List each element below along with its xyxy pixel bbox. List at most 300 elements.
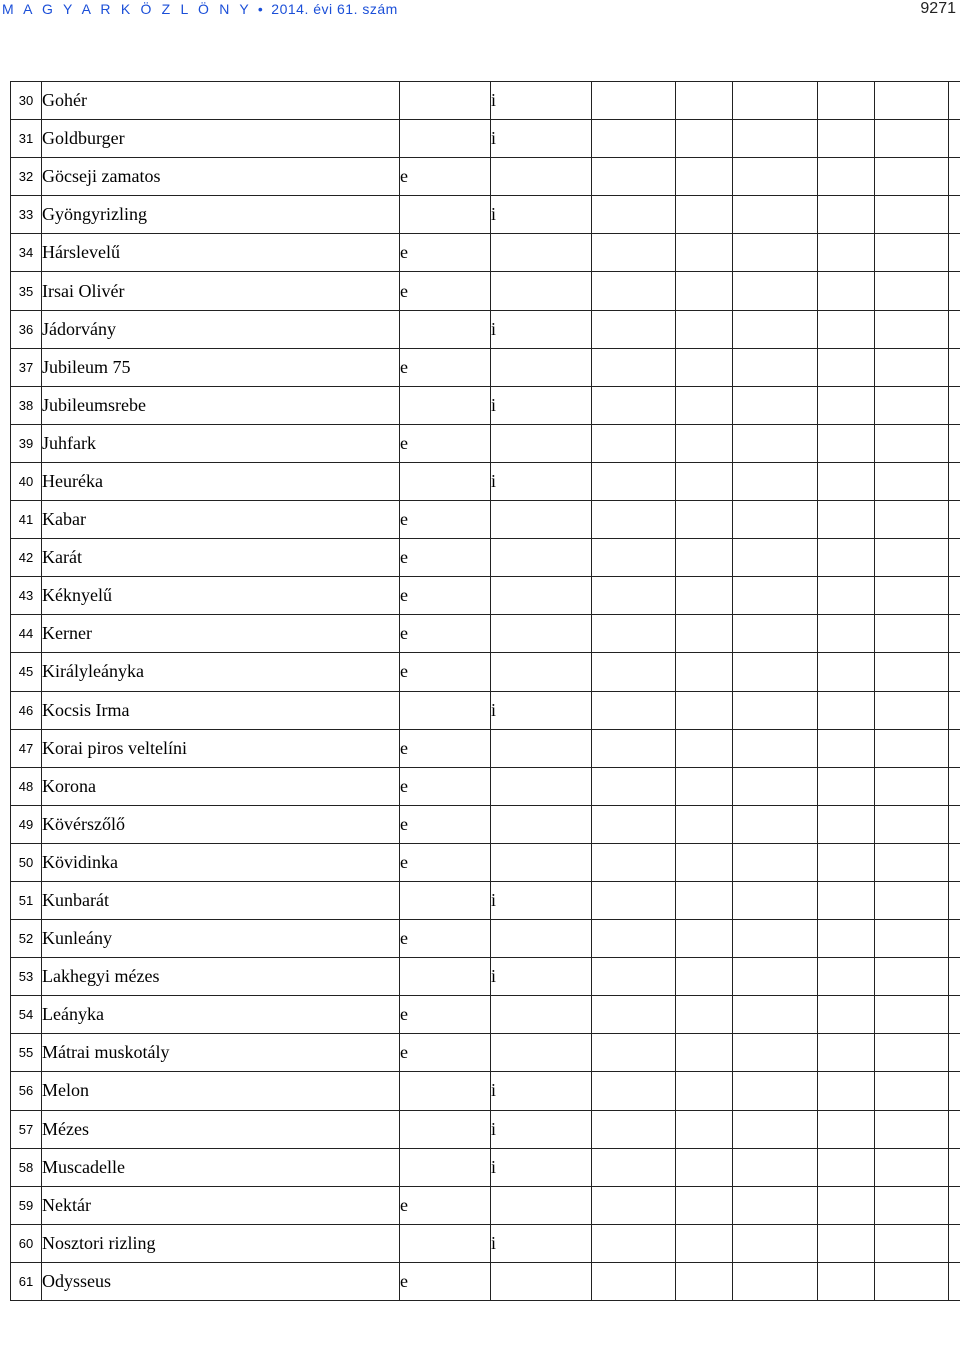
empty-cell <box>676 120 733 158</box>
empty-cell <box>949 1186 960 1224</box>
empty-cell <box>733 920 818 958</box>
e-mark: e <box>400 729 491 767</box>
row-number: 54 <box>11 996 42 1034</box>
empty-cell <box>733 843 818 881</box>
empty-cell <box>875 234 949 272</box>
empty-cell <box>733 996 818 1034</box>
i-mark <box>491 767 592 805</box>
empty-cell <box>949 310 960 348</box>
empty-cell <box>676 539 733 577</box>
e-mark <box>400 386 491 424</box>
e-mark <box>400 1148 491 1186</box>
row-number: 58 <box>11 1148 42 1186</box>
table-row <box>11 272 960 310</box>
empty-cell <box>733 1262 818 1300</box>
empty-cell <box>676 691 733 729</box>
empty-cell <box>733 501 818 539</box>
page-header <box>0 0 960 24</box>
empty-cell <box>818 234 875 272</box>
empty-cell <box>592 615 676 653</box>
empty-cell <box>875 462 949 500</box>
empty-cell <box>733 577 818 615</box>
empty-cell <box>875 1072 949 1110</box>
empty-cell <box>592 158 676 196</box>
table-row <box>11 881 960 919</box>
empty-cell <box>592 881 676 919</box>
empty-cell <box>733 120 818 158</box>
e-mark: e <box>400 1186 491 1224</box>
row-number: 30 <box>11 82 42 120</box>
row-number: 50 <box>11 843 42 881</box>
e-mark <box>400 1110 491 1148</box>
journal-title: M A G Y A R K Ö Z L Ö N Y <box>2 1 252 17</box>
empty-cell <box>592 1110 676 1148</box>
empty-cell <box>676 158 733 196</box>
variety-name: Kocsis Irma <box>42 691 400 729</box>
table-row <box>11 729 960 767</box>
empty-cell <box>875 1148 949 1186</box>
empty-cell <box>733 1034 818 1072</box>
empty-cell <box>875 729 949 767</box>
empty-cell <box>676 462 733 500</box>
variety-name: Gohér <box>42 82 400 120</box>
table-row <box>11 310 960 348</box>
page-number: 9271 <box>920 0 956 17</box>
table-row <box>11 82 960 120</box>
empty-cell <box>676 1148 733 1186</box>
empty-cell <box>949 1148 960 1186</box>
i-mark <box>491 1262 592 1300</box>
e-mark: e <box>400 234 491 272</box>
e-mark: e <box>400 272 491 310</box>
empty-cell <box>592 1262 676 1300</box>
empty-cell <box>592 1224 676 1262</box>
e-mark: e <box>400 996 491 1034</box>
i-mark <box>491 843 592 881</box>
empty-cell <box>949 1034 960 1072</box>
empty-cell <box>818 996 875 1034</box>
empty-cell <box>818 386 875 424</box>
table-row <box>11 1224 960 1262</box>
empty-cell <box>875 424 949 462</box>
empty-cell <box>818 539 875 577</box>
table-row <box>11 577 960 615</box>
empty-cell <box>676 577 733 615</box>
variety-name: Lakhegyi mézes <box>42 958 400 996</box>
table-row <box>11 1148 960 1186</box>
i-mark <box>491 539 592 577</box>
empty-cell <box>676 501 733 539</box>
empty-cell <box>818 1072 875 1110</box>
empty-cell <box>949 1110 960 1148</box>
empty-cell <box>818 348 875 386</box>
empty-cell <box>949 691 960 729</box>
empty-cell <box>592 1072 676 1110</box>
i-mark <box>491 501 592 539</box>
variety-name: Gyöngyrizling <box>42 196 400 234</box>
empty-cell <box>733 691 818 729</box>
e-mark: e <box>400 501 491 539</box>
empty-cell <box>592 653 676 691</box>
row-number: 60 <box>11 1224 42 1262</box>
empty-cell <box>949 462 960 500</box>
row-number: 56 <box>11 1072 42 1110</box>
row-number: 44 <box>11 615 42 653</box>
row-number: 39 <box>11 424 42 462</box>
empty-cell <box>875 386 949 424</box>
table-row <box>11 196 960 234</box>
i-mark <box>491 805 592 843</box>
empty-cell <box>592 82 676 120</box>
e-mark: e <box>400 1034 491 1072</box>
empty-cell <box>818 615 875 653</box>
variety-name: Melon <box>42 1072 400 1110</box>
table-row <box>11 653 960 691</box>
empty-cell <box>818 577 875 615</box>
table-row <box>11 386 960 424</box>
empty-cell <box>818 1110 875 1148</box>
empty-cell <box>875 1110 949 1148</box>
i-mark <box>491 424 592 462</box>
empty-cell <box>818 462 875 500</box>
empty-cell <box>875 1034 949 1072</box>
empty-cell <box>875 958 949 996</box>
e-mark: e <box>400 767 491 805</box>
empty-cell <box>818 843 875 881</box>
empty-cell <box>875 843 949 881</box>
row-number: 52 <box>11 920 42 958</box>
row-number: 61 <box>11 1262 42 1300</box>
variety-name: Heuréka <box>42 462 400 500</box>
empty-cell <box>592 272 676 310</box>
empty-cell <box>875 120 949 158</box>
i-mark <box>491 577 592 615</box>
empty-cell <box>949 348 960 386</box>
e-mark: e <box>400 1262 491 1300</box>
i-mark: i <box>491 1148 592 1186</box>
empty-cell <box>818 158 875 196</box>
empty-cell <box>733 653 818 691</box>
i-mark: i <box>491 196 592 234</box>
empty-cell <box>733 234 818 272</box>
empty-cell <box>592 1034 676 1072</box>
e-mark <box>400 310 491 348</box>
empty-cell <box>875 920 949 958</box>
empty-cell <box>733 615 818 653</box>
empty-cell <box>676 958 733 996</box>
empty-cell <box>592 501 676 539</box>
row-number: 59 <box>11 1186 42 1224</box>
variety-name: Muscadelle <box>42 1148 400 1186</box>
empty-cell <box>875 501 949 539</box>
empty-cell <box>592 539 676 577</box>
row-number: 34 <box>11 234 42 272</box>
empty-cell <box>676 653 733 691</box>
row-number: 41 <box>11 501 42 539</box>
empty-cell <box>592 805 676 843</box>
empty-cell <box>818 805 875 843</box>
empty-cell <box>818 653 875 691</box>
empty-cell <box>818 1224 875 1262</box>
empty-cell <box>592 348 676 386</box>
empty-cell <box>818 424 875 462</box>
i-mark: i <box>491 82 592 120</box>
empty-cell <box>949 1072 960 1110</box>
variety-name: Kerner <box>42 615 400 653</box>
table-row <box>11 958 960 996</box>
empty-cell <box>949 82 960 120</box>
row-number: 43 <box>11 577 42 615</box>
empty-cell <box>949 805 960 843</box>
empty-cell <box>592 462 676 500</box>
e-mark: e <box>400 424 491 462</box>
i-mark: i <box>491 691 592 729</box>
empty-cell <box>676 1110 733 1148</box>
empty-cell <box>592 691 676 729</box>
e-mark: e <box>400 843 491 881</box>
empty-cell <box>592 386 676 424</box>
e-mark <box>400 881 491 919</box>
table-row <box>11 501 960 539</box>
empty-cell <box>875 881 949 919</box>
variety-name: Korai piros veltelíni <box>42 729 400 767</box>
empty-cell <box>592 1186 676 1224</box>
empty-cell <box>875 1224 949 1262</box>
empty-cell <box>733 767 818 805</box>
table-row <box>11 1262 960 1300</box>
table-row <box>11 1034 960 1072</box>
row-number: 46 <box>11 691 42 729</box>
empty-cell <box>949 881 960 919</box>
empty-cell <box>949 501 960 539</box>
empty-cell <box>592 843 676 881</box>
row-number: 36 <box>11 310 42 348</box>
row-number: 42 <box>11 539 42 577</box>
empty-cell <box>592 920 676 958</box>
empty-cell <box>676 843 733 881</box>
i-mark <box>491 1034 592 1072</box>
empty-cell <box>818 691 875 729</box>
empty-cell <box>818 1148 875 1186</box>
empty-cell <box>676 615 733 653</box>
empty-cell <box>949 958 960 996</box>
empty-cell <box>733 1072 818 1110</box>
e-mark <box>400 958 491 996</box>
table-row <box>11 424 960 462</box>
empty-cell <box>733 82 818 120</box>
table-row <box>11 1072 960 1110</box>
empty-cell <box>676 1072 733 1110</box>
empty-cell <box>592 424 676 462</box>
row-number: 35 <box>11 272 42 310</box>
row-number: 51 <box>11 881 42 919</box>
variety-name: Nektár <box>42 1186 400 1224</box>
table-row <box>11 120 960 158</box>
empty-cell <box>676 881 733 919</box>
empty-cell <box>875 82 949 120</box>
e-mark: e <box>400 615 491 653</box>
e-mark <box>400 1072 491 1110</box>
empty-cell <box>949 272 960 310</box>
empty-cell <box>949 424 960 462</box>
empty-cell <box>592 958 676 996</box>
row-number: 45 <box>11 653 42 691</box>
variety-name: Irsai Olivér <box>42 272 400 310</box>
i-mark <box>491 729 592 767</box>
i-mark <box>491 920 592 958</box>
empty-cell <box>733 348 818 386</box>
table-row <box>11 1186 960 1224</box>
empty-cell <box>875 1186 949 1224</box>
i-mark <box>491 158 592 196</box>
row-number: 55 <box>11 1034 42 1072</box>
empty-cell <box>818 958 875 996</box>
empty-cell <box>733 881 818 919</box>
variety-name: Goldburger <box>42 120 400 158</box>
table-row <box>11 691 960 729</box>
variety-name: Odysseus <box>42 1262 400 1300</box>
row-number: 57 <box>11 1110 42 1148</box>
variety-name: Jubileum 75 <box>42 348 400 386</box>
i-mark: i <box>491 1110 592 1148</box>
empty-cell <box>875 196 949 234</box>
grape-variety-table <box>10 81 960 1301</box>
variety-name: Mézes <box>42 1110 400 1148</box>
empty-cell <box>818 120 875 158</box>
e-mark: e <box>400 920 491 958</box>
empty-cell <box>875 348 949 386</box>
variety-name: Juhfark <box>42 424 400 462</box>
empty-cell <box>592 577 676 615</box>
i-mark: i <box>491 310 592 348</box>
empty-cell <box>676 920 733 958</box>
empty-cell <box>875 653 949 691</box>
row-number: 48 <box>11 767 42 805</box>
empty-cell <box>949 577 960 615</box>
row-number: 31 <box>11 120 42 158</box>
variety-name: Göcseji zamatos <box>42 158 400 196</box>
empty-cell <box>949 767 960 805</box>
empty-cell <box>733 1148 818 1186</box>
empty-cell <box>592 120 676 158</box>
empty-cell <box>733 272 818 310</box>
empty-cell <box>875 1262 949 1300</box>
row-number: 49 <box>11 805 42 843</box>
empty-cell <box>676 272 733 310</box>
empty-cell <box>592 1148 676 1186</box>
empty-cell <box>676 310 733 348</box>
empty-cell <box>592 729 676 767</box>
table-row <box>11 996 960 1034</box>
empty-cell <box>733 386 818 424</box>
empty-cell <box>818 196 875 234</box>
variety-name: Kövidinka <box>42 843 400 881</box>
empty-cell <box>592 310 676 348</box>
empty-cell <box>818 1186 875 1224</box>
empty-cell <box>733 539 818 577</box>
i-mark: i <box>491 120 592 158</box>
table-row <box>11 767 960 805</box>
variety-name: Jádorvány <box>42 310 400 348</box>
empty-cell <box>818 920 875 958</box>
empty-cell <box>592 767 676 805</box>
variety-name: Királyleányka <box>42 653 400 691</box>
empty-cell <box>733 196 818 234</box>
empty-cell <box>949 120 960 158</box>
variety-name: Hárslevelű <box>42 234 400 272</box>
i-mark: i <box>491 881 592 919</box>
i-mark <box>491 615 592 653</box>
empty-cell <box>949 158 960 196</box>
empty-cell <box>676 996 733 1034</box>
table-row <box>11 348 960 386</box>
table-body <box>11 82 960 1301</box>
empty-cell <box>818 310 875 348</box>
empty-cell <box>875 615 949 653</box>
row-number: 37 <box>11 348 42 386</box>
table-row <box>11 615 960 653</box>
empty-cell <box>733 424 818 462</box>
issue-label: 2014. évi 61. szám <box>271 1 398 17</box>
variety-name: Jubileumsrebe <box>42 386 400 424</box>
i-mark: i <box>491 1224 592 1262</box>
empty-cell <box>949 653 960 691</box>
empty-cell <box>676 424 733 462</box>
row-number: 47 <box>11 729 42 767</box>
empty-cell <box>676 234 733 272</box>
empty-cell <box>676 1262 733 1300</box>
empty-cell <box>676 1224 733 1262</box>
running-head <box>2 1 398 17</box>
empty-cell <box>818 1034 875 1072</box>
empty-cell <box>875 310 949 348</box>
i-mark: i <box>491 462 592 500</box>
empty-cell <box>818 82 875 120</box>
e-mark <box>400 462 491 500</box>
table-row <box>11 234 960 272</box>
e-mark <box>400 82 491 120</box>
header-separator: • <box>257 1 264 17</box>
empty-cell <box>875 691 949 729</box>
empty-cell <box>875 272 949 310</box>
variety-name: Karát <box>42 539 400 577</box>
empty-cell <box>733 1186 818 1224</box>
empty-cell <box>733 1224 818 1262</box>
row-number: 33 <box>11 196 42 234</box>
i-mark: i <box>491 958 592 996</box>
table-row <box>11 805 960 843</box>
variety-name: Mátrai muskotály <box>42 1034 400 1072</box>
table-row <box>11 920 960 958</box>
empty-cell <box>592 234 676 272</box>
empty-cell <box>949 539 960 577</box>
empty-cell <box>875 767 949 805</box>
empty-cell <box>733 462 818 500</box>
i-mark <box>491 348 592 386</box>
e-mark <box>400 120 491 158</box>
empty-cell <box>875 996 949 1034</box>
empty-cell <box>818 767 875 805</box>
variety-name: Kabar <box>42 501 400 539</box>
empty-cell <box>592 996 676 1034</box>
empty-cell <box>676 1186 733 1224</box>
empty-cell <box>676 348 733 386</box>
empty-cell <box>949 996 960 1034</box>
row-number: 53 <box>11 958 42 996</box>
e-mark: e <box>400 158 491 196</box>
empty-cell <box>949 234 960 272</box>
i-mark <box>491 272 592 310</box>
